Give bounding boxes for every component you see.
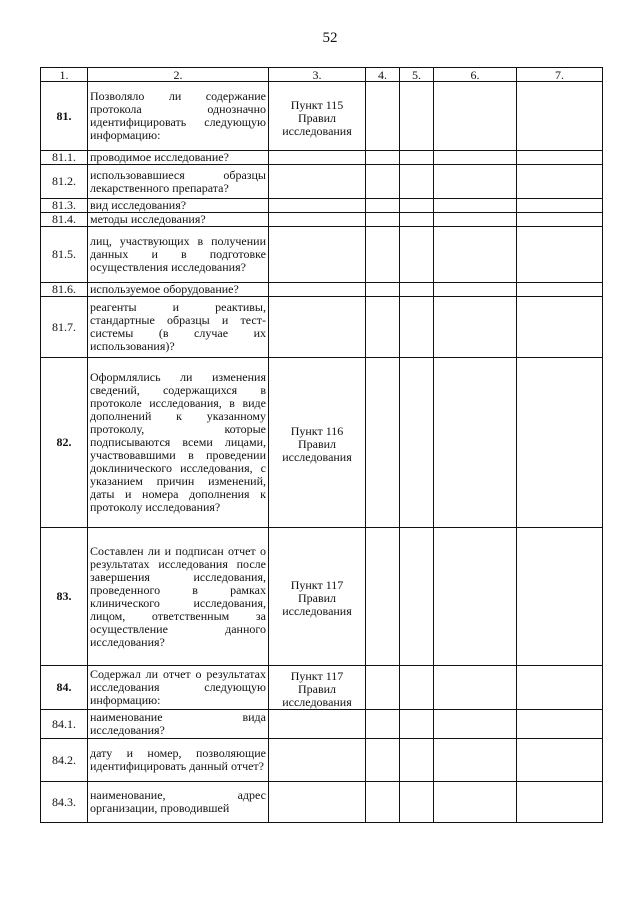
row-number: 81.5.	[41, 227, 88, 283]
row-reference	[269, 782, 366, 823]
row-question: проводимое исследование?	[88, 151, 269, 165]
row-reference	[269, 739, 366, 782]
row-question: использовавшиеся образцы лекарственного препарата?	[88, 165, 269, 199]
empty-cell	[517, 528, 603, 666]
row-number: 84.1.	[41, 710, 88, 739]
empty-cell	[517, 358, 603, 528]
empty-cell	[517, 199, 603, 213]
empty-cell	[400, 227, 434, 283]
row-question: Составлен ли и подписан отчет о результатах исследования после завершения исследования, проведенного в рамках клинического исследования, лицом, ответственным за осуществление данного исследования?	[88, 528, 269, 666]
row-number: 83.	[41, 528, 88, 666]
empty-cell	[434, 151, 517, 165]
empty-cell	[366, 213, 400, 227]
checklist-table	[40, 67, 603, 823]
table-row	[41, 710, 603, 739]
table-row	[41, 782, 603, 823]
table-row	[41, 283, 603, 297]
column-header: 7.	[517, 68, 603, 82]
empty-cell	[517, 710, 603, 739]
empty-cell	[517, 213, 603, 227]
row-reference	[269, 297, 366, 358]
empty-cell	[517, 782, 603, 823]
empty-cell	[517, 297, 603, 358]
row-number: 84.	[41, 666, 88, 710]
row-number: 82.	[41, 358, 88, 528]
table-row	[41, 358, 603, 528]
column-header: 3.	[269, 68, 366, 82]
empty-cell	[400, 710, 434, 739]
column-header: 5.	[400, 68, 434, 82]
empty-cell	[366, 666, 400, 710]
empty-cell	[517, 165, 603, 199]
row-reference: Пункт 117 Правил исследования	[269, 528, 366, 666]
row-question: вид исследования?	[88, 199, 269, 213]
empty-cell	[434, 528, 517, 666]
empty-cell	[366, 165, 400, 199]
empty-cell	[517, 151, 603, 165]
table-row	[41, 739, 603, 782]
table-row	[41, 151, 603, 165]
empty-cell	[400, 283, 434, 297]
table-row	[41, 165, 603, 199]
row-question: используемое оборудование?	[88, 283, 269, 297]
empty-cell	[434, 82, 517, 151]
table-row	[41, 227, 603, 283]
empty-cell	[434, 739, 517, 782]
row-number: 81.7.	[41, 297, 88, 358]
empty-cell	[517, 227, 603, 283]
empty-cell	[366, 151, 400, 165]
column-header: 2.	[88, 68, 269, 82]
empty-cell	[434, 283, 517, 297]
table-row	[41, 528, 603, 666]
empty-cell	[366, 528, 400, 666]
empty-cell	[434, 782, 517, 823]
row-reference	[269, 151, 366, 165]
row-number: 81.6.	[41, 283, 88, 297]
table-row	[41, 297, 603, 358]
empty-cell	[400, 151, 434, 165]
empty-cell	[517, 283, 603, 297]
column-header: 6.	[434, 68, 517, 82]
empty-cell	[366, 283, 400, 297]
table-row	[41, 666, 603, 710]
column-header: 1.	[41, 68, 88, 82]
empty-cell	[517, 82, 603, 151]
column-header: 4.	[366, 68, 400, 82]
row-question: наименование, адрес организации, проводившей	[88, 782, 269, 823]
empty-cell	[366, 227, 400, 283]
empty-cell	[434, 710, 517, 739]
table-row	[41, 82, 603, 151]
empty-cell	[400, 213, 434, 227]
empty-cell	[400, 82, 434, 151]
row-question: Позволяло ли содержание протокола однозначно идентифицировать следующую информацию:	[88, 82, 269, 151]
empty-cell	[400, 528, 434, 666]
empty-cell	[517, 666, 603, 710]
row-question: наименование вида исследования?	[88, 710, 269, 739]
row-reference	[269, 165, 366, 199]
empty-cell	[434, 213, 517, 227]
row-number: 81.1.	[41, 151, 88, 165]
row-question: Оформлялись ли изменения сведений, содержащихся в протоколе исследования, в виде дополнений к указанному протоколу, которые подписываются всеми лицами, участвовавшими в проведении доклинического исследования, с указанием причин изменений, даты и номера дополнения к протоколу исследования?	[88, 358, 269, 528]
row-number: 81.	[41, 82, 88, 151]
empty-cell	[366, 358, 400, 528]
empty-cell	[366, 739, 400, 782]
empty-cell	[400, 739, 434, 782]
table-header-row	[41, 68, 603, 82]
page-number: 52	[322, 30, 338, 46]
row-reference: Пункт 115 Правил исследования	[269, 82, 366, 151]
empty-cell	[400, 666, 434, 710]
row-reference	[269, 227, 366, 283]
empty-cell	[434, 297, 517, 358]
empty-cell	[434, 165, 517, 199]
row-reference	[269, 283, 366, 297]
row-question: методы исследования?	[88, 213, 269, 227]
empty-cell	[434, 227, 517, 283]
empty-cell	[366, 82, 400, 151]
empty-cell	[400, 782, 434, 823]
empty-cell	[366, 710, 400, 739]
row-number: 84.3.	[41, 782, 88, 823]
table-row	[41, 213, 603, 227]
empty-cell	[366, 782, 400, 823]
empty-cell	[400, 199, 434, 213]
row-reference	[269, 710, 366, 739]
empty-cell	[400, 358, 434, 528]
row-question: реагенты и реактивы, стандартные образцы и тест-системы (в случае их использования)?	[88, 297, 269, 358]
row-number: 81.4.	[41, 213, 88, 227]
empty-cell	[400, 297, 434, 358]
row-question: Содержал ли отчет о результатах исследования следующую информацию:	[88, 666, 269, 710]
row-reference	[269, 213, 366, 227]
row-reference	[269, 199, 366, 213]
empty-cell	[434, 666, 517, 710]
empty-cell	[517, 739, 603, 782]
row-reference: Пункт 117 Правил исследования	[269, 666, 366, 710]
empty-cell	[366, 199, 400, 213]
row-number: 84.2.	[41, 739, 88, 782]
row-number: 81.3.	[41, 199, 88, 213]
row-number: 81.2.	[41, 165, 88, 199]
empty-cell	[366, 297, 400, 358]
table-row	[41, 199, 603, 213]
row-reference: Пункт 116 Правил исследования	[269, 358, 366, 528]
empty-cell	[400, 165, 434, 199]
empty-cell	[434, 358, 517, 528]
row-question: дату и номер, позволяющие идентифицировать данный отчет?	[88, 739, 269, 782]
empty-cell	[434, 199, 517, 213]
row-question: лиц, участвующих в получении данных и в подготовке осуществления исследования?	[88, 227, 269, 283]
